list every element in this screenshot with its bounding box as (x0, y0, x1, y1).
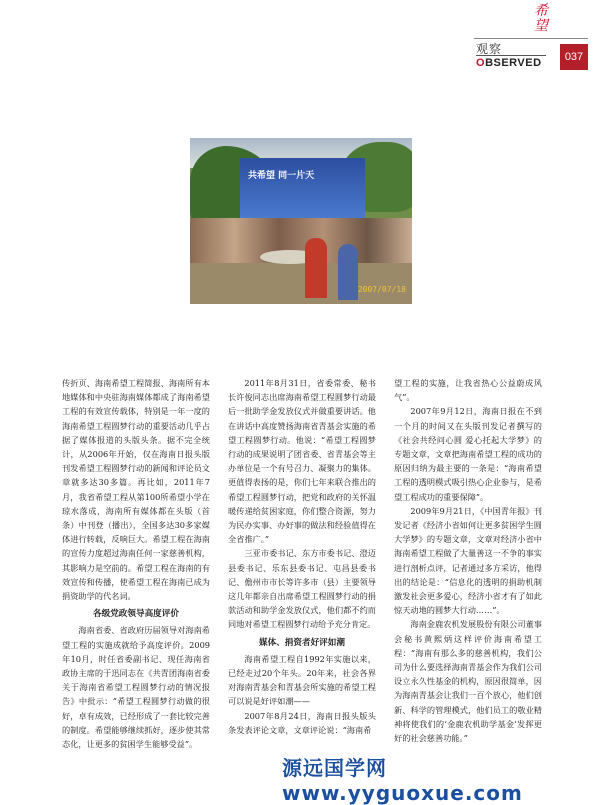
magazine-logo: 希望 (534, 3, 548, 34)
paragraph: 2007年9月12日，海南日报在不到一个月的时间又在头版刊发记者撰写的《社会共经问心圆 爱心托起大学梦》的专题文章，文章把海南希望工程的成功的原因归纳为最主要的一条是：“海南希望工程的透明模式吸引热心企业参与，是希望工程成功的重要保障”。 (394, 406, 542, 502)
section-title-en (476, 57, 542, 69)
page-number: 037 (560, 44, 588, 70)
subheading-media-praise: 媒体、捐资者好评如潮 (259, 637, 345, 648)
article-column-1 (62, 376, 210, 751)
paragraph: 三亚市委书记、东方市委书记、澄迈县委书记、乐东县委书记、屯昌县委书记、儋州市市长等许多市（县）主要领导这几年都亲自出席希望工程圆梦行动的捐款活动和助学金发放仪式，他们都不约而同地对希望工程圆梦行动给予充分肯定。 (228, 548, 376, 630)
paragraph: 望工程的实施，让我省热心公益蔚成风气”。 (394, 378, 542, 403)
section-title-cn: 观察 (476, 42, 503, 56)
paragraph: 海南金鹿农机发展股份有限公司董事会秘书黄熙炳这样评价海南希望工程：“海南有那么多的慈善机构，我们公司为什么要选择海南青基会作为我们公司设立永久性基金的机构，原因很简单，因为海南青基会让我们一百个放心，他们创新、科学的管理模式，他们员工的敬业精神将使我们的‘金鹿农机助学基金’发挥更好的社会慈善功能。” (394, 619, 542, 744)
section-divider (476, 55, 546, 56)
paragraph: 海南希望工程自1992年实施以来，已经走过20个年头。20年来，社会各界对海南青基会和青基会所实施的希望工程可以说是好评如潮—— (228, 653, 376, 707)
article-column-3 (394, 376, 542, 745)
photo-banner-text: 共希望 同一片天 (248, 171, 315, 181)
paragraph: 海南省委、省政府历届领导对海南希望工程的实施成就给予高度评价。2009年10月，时任省委副书记、现任海南省政协主席的于迅同志在《共青团海南省委关于海南省希望工程圆梦行动的情况报告》中批示：“希望工程圆梦行动做的很好，卓有成效，已经形成了一套比较完善的制度。希望能够继续抓好，逐步使其常态化，让更多的贫困学生能够受益”。 (62, 625, 210, 750)
site-watermark: 源远国学网 www.yyguoxue.com (282, 756, 523, 805)
section-title-en-rest: BSERVED (485, 57, 542, 69)
photo-date-stamp: 2007/07/18 (357, 285, 406, 294)
subheading-leaders-praise: 各级党政领导高度评价 (93, 609, 179, 620)
event-photo (190, 138, 412, 304)
paragraph: 2011年8月31日，省委常委、秘书长许俊同志出席海南希望工程圆梦行动最后一批助学金发放仪式并做重要讲话。他在讲话中高度赞扬海南省青基会实施的希望工程圆梦行动。他说：“希望工程圆梦行动的成果说明了团省委、省青基会等主办单位是一个有号召力、凝聚力的集体。更值得表扬的是，你们七年来联合推出的希望工程圆梦行动，把党和政府的关怀温暖传递给贫困家庭，你们整合资源，努力为民办实事、办好事的做法和经验值得在全省推广。” (228, 378, 376, 545)
paragraph: 传折页、海南希望工程简报、海南所有本地媒体和中央驻海南媒体都成了海南希望工程的有效宣传载体，特别是一年一度的海南希望工程圆梦行动的重要活动几乎占据了媒体报道的头版头条。据不完全统计，从2006年开始，仅在海南日报头版刊发希望工程圆梦行动的新闻和评论员文章就多达30多篇。再比如，2011年7月，我省希望工程从第100所希望小学在琼水落成，海南所有媒体都在头版（首条）中刊登（播出），全国多达30多家媒体进行转载，反响巨大。希望工程在海南的宣传力度超过海南任何一家慈善机构，其影响力是空前的。希望工程在海南的有效宣传和传播，使希望工程在海南已成为捐资助学的代名词。 (62, 378, 210, 602)
paragraph: 2009年9月21日，《中国青年报》刊发记者《经济小省如何让更多贫困学生圆大学梦》的专题文章，文章对经济小省中海南希望工程做了大量善这一不争的事实进行剖析点评，记者通过多方采访，他得出的结论是：“信息化的透明的捐助机制激发社会更多爱心，经济小省才有了如此惊天动地的圆梦大行动……”。 (394, 505, 542, 616)
photo-ground (190, 263, 412, 304)
paragraph: 2007年8月24日，海南日报头版头条发表评论文章，文章评论说：“海南希 (228, 710, 376, 735)
article-column-2 (228, 376, 376, 737)
section-title-en-initial: O (476, 57, 486, 69)
photo-person-blue (338, 244, 358, 300)
photo-person-red (305, 238, 327, 298)
header-rule (474, 38, 588, 39)
